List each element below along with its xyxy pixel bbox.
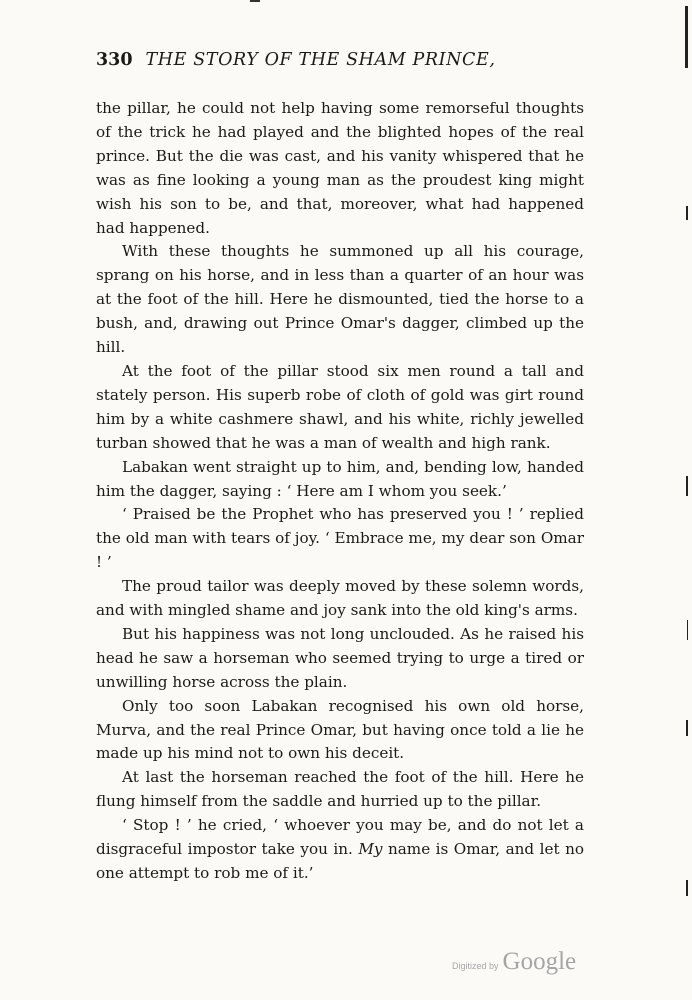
running-title: THE STORY OF THE SHAM PRINCE, [145, 50, 496, 70]
running-header [96, 50, 584, 94]
emphasis: My [358, 840, 383, 859]
paragraph-text: ‘ Stop ! ’ he cried, ‘ whoever you may be, and do not let a disgraceful impostor take you in. [96, 816, 584, 859]
scan-edge-mark [686, 476, 688, 496]
paragraph: At the foot of the pillar stood six men round a tall and stately person. His superb robe of cloth of gold was girt round him by a white cashmere shawl, and his white, richly jewelled turban showed that he was a man of wealth and high rank. [96, 361, 584, 452]
watermark-brand: Google [502, 948, 577, 975]
paragraph: With these thoughts he summoned up all his courage, sprang on his horse, and in less than a quarter of an hour was at the foot of the hill. Here he dismounted, tied the horse to a bush, and, drawing out Prince Omar's dagger, climbed up the hill. [96, 242, 584, 357]
watermark-prefix: Digitized by [452, 961, 499, 971]
paragraph: At last the horseman reached the foot of the hill. Here he flung himself from the saddle and hurried up to the pillar. [96, 768, 584, 811]
book-page [96, 50, 584, 886]
scan-edge-mark [686, 720, 688, 736]
paragraph: Only too soon Labakan recognised his own old horse, Murva, and the real Prince Omar, but having once told a lie he made up his mind not to own his deceit. [96, 696, 584, 763]
paragraph: Labakan went straight up to him, and, bending low, handed him the dagger, saying : ‘ Here am I whom you seek.’ [96, 457, 584, 500]
scan-edge-mark [686, 880, 688, 896]
paragraph-text: name is Omar, and let no one attempt to rob me of it.’ [96, 840, 584, 882]
paragraph: the pillar, he could not help having some remorseful thoughts of the trick he had played and the blighted hopes of the real prince. But the die was cast, and his vanity whispered that he was as fine looking a young man as the proudest king might wish his son to be, and that, moreover, what had happened had happened. [96, 99, 584, 237]
top-dash-mark [250, 0, 260, 2]
paragraph: But his happiness was not long unclouded. As he raised his head he saw a horseman who seemed trying to urge a tired or unwilling horse across the plain. [96, 624, 584, 691]
paragraph: The proud tailor was deeply moved by these solemn words, and with mingled shame and joy sank into the old king's arms. [96, 577, 584, 620]
scan-edge-mark [686, 206, 688, 220]
paragraph: ‘ Praised be the Prophet who has preserved you ! ’ replied the old man with tears of joy. ‘ Embrace me, my dear son Omar ! ’ [96, 505, 584, 572]
google-watermark [452, 948, 576, 976]
scan-edge-mark [687, 620, 688, 640]
page-number: 330 [96, 50, 133, 70]
body-text [96, 97, 584, 886]
paragraph [96, 814, 584, 886]
scan-edge-mark [685, 6, 688, 68]
